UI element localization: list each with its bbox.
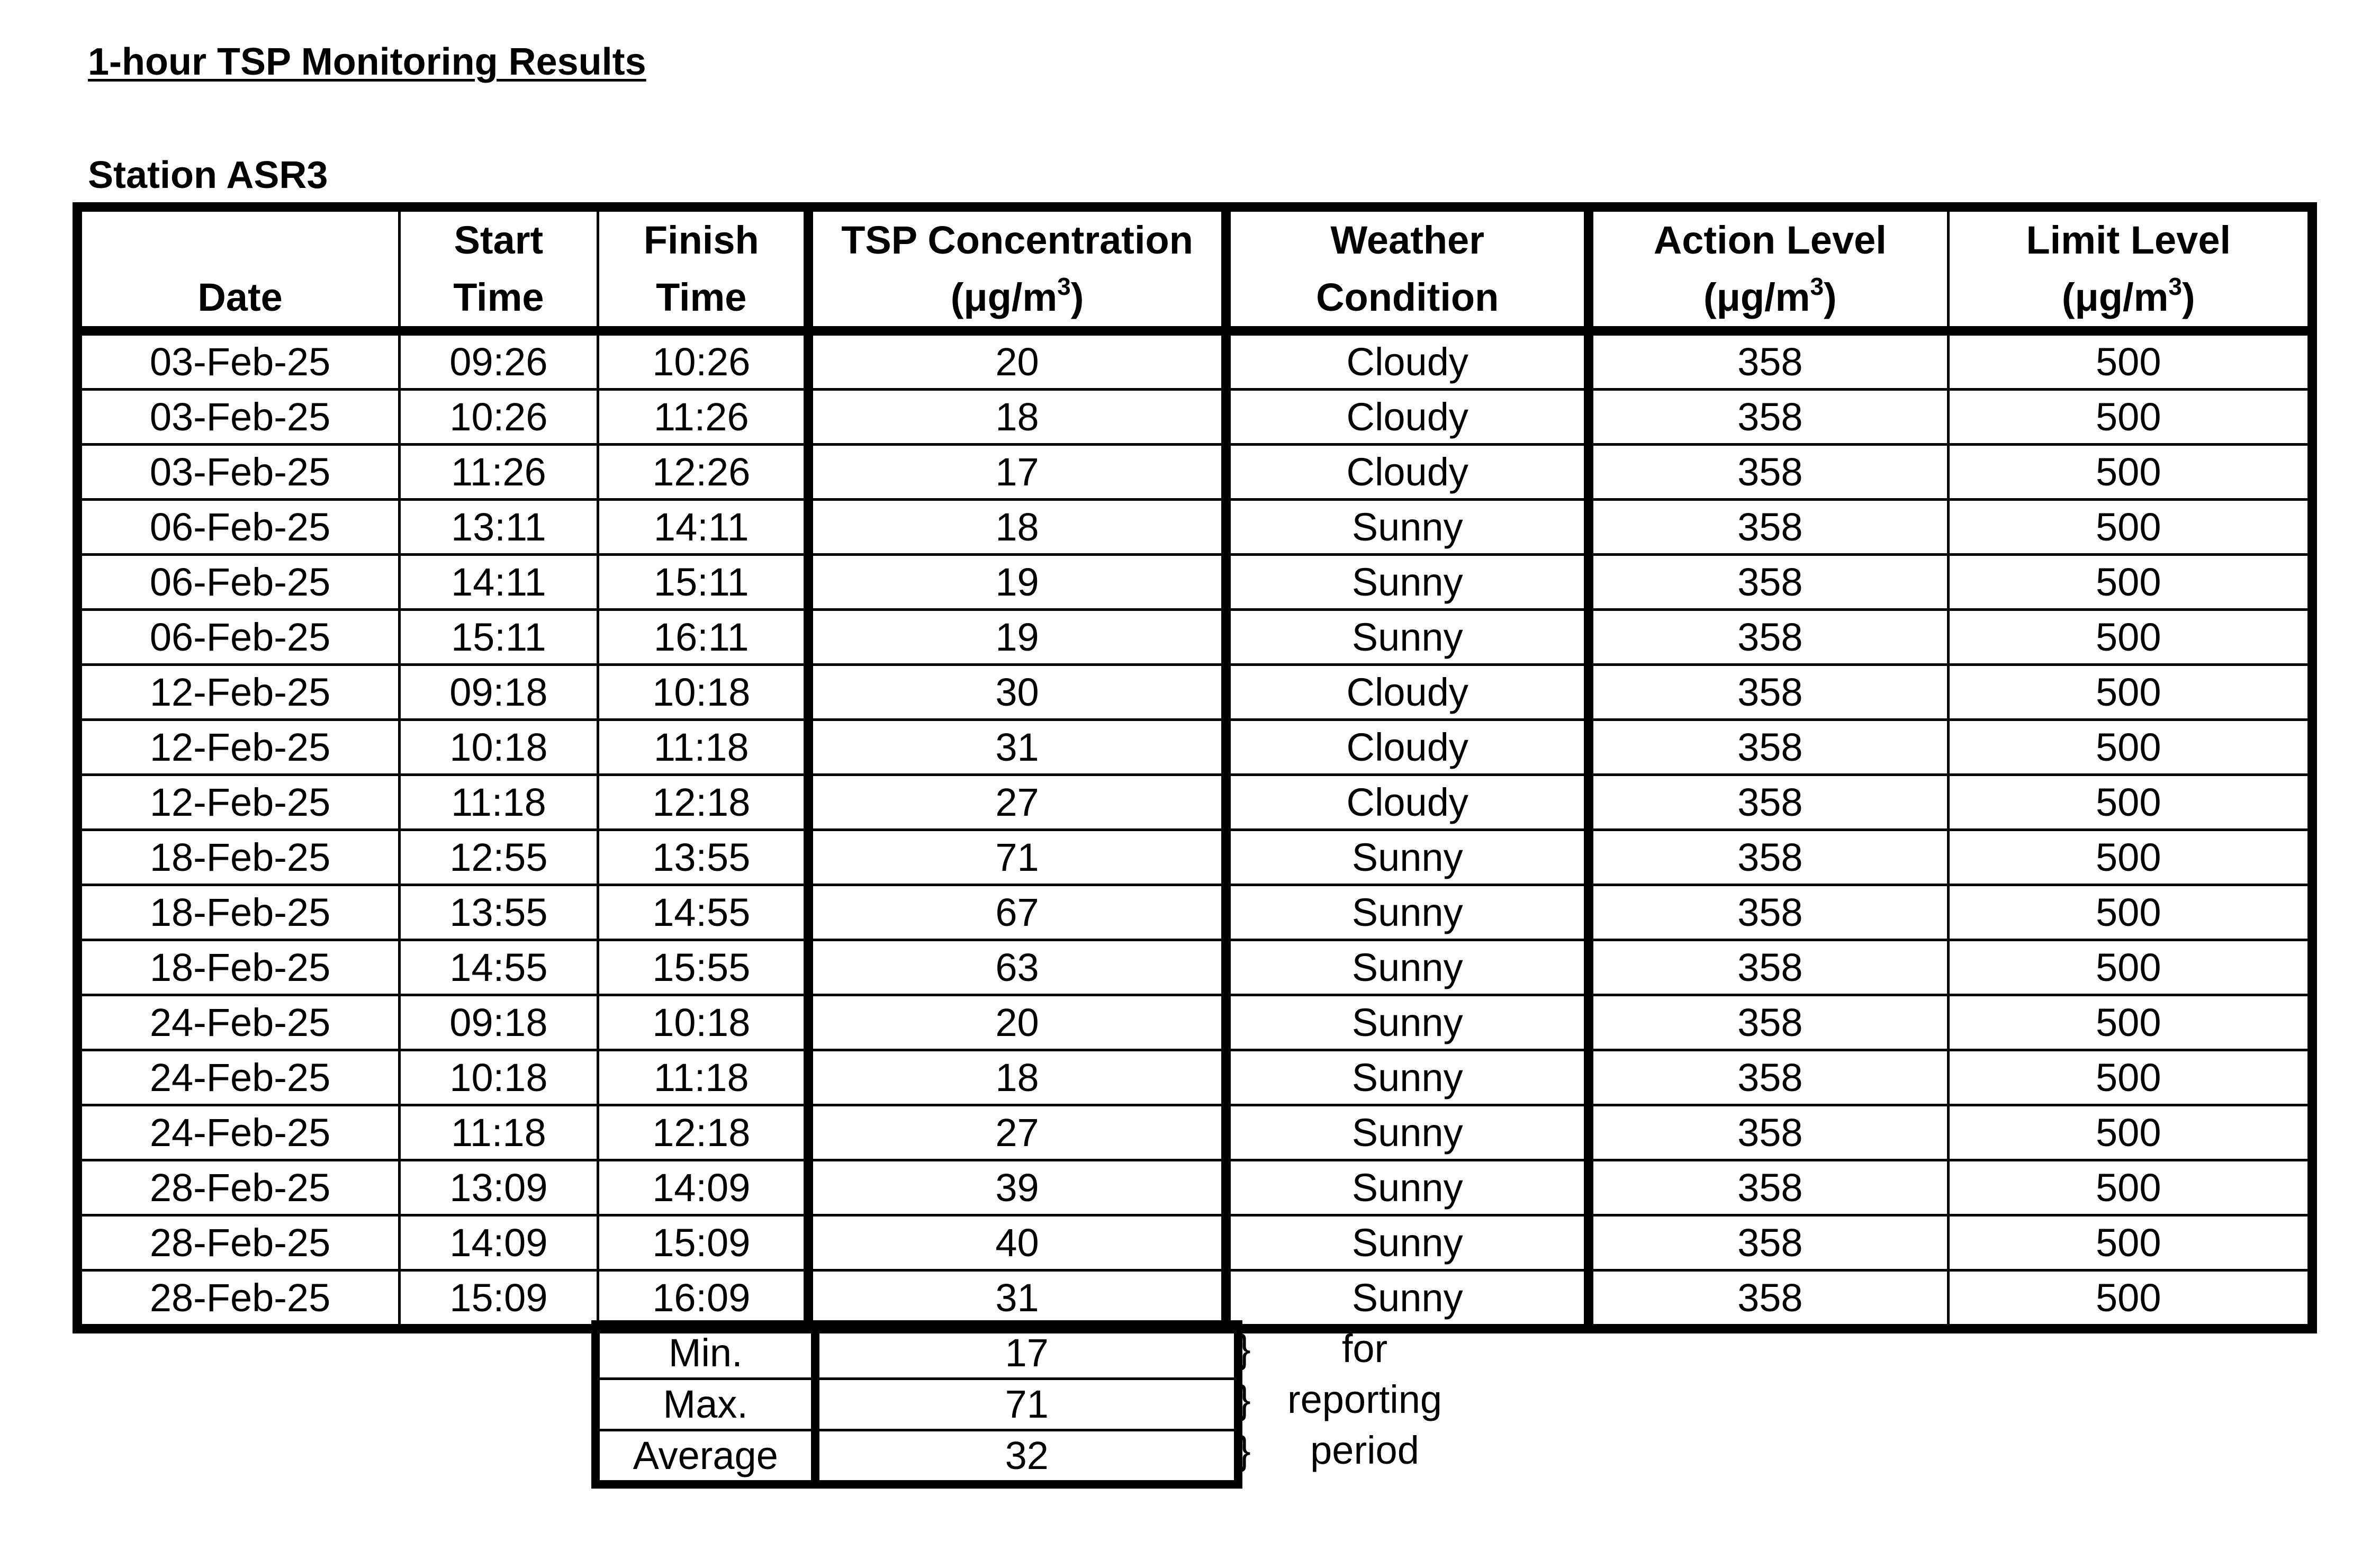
cell-date: 18-Feb-25 — [77, 830, 400, 885]
cell-tsp-concentration: 67 — [808, 885, 1226, 940]
cell-weather-condition: Cloudy — [1226, 720, 1589, 775]
cell-finish-time: 15:09 — [598, 1215, 808, 1270]
header-start-line1: Start — [454, 218, 544, 262]
cell-finish-time: 11:18 — [598, 720, 808, 775]
cell-date: 12-Feb-25 — [77, 775, 400, 830]
header-weather-line1: Weather — [1330, 218, 1484, 262]
table-row — [77, 390, 2312, 445]
cell-action-level: 358 — [1589, 500, 1948, 555]
cell-tsp-concentration: 63 — [808, 940, 1226, 995]
cell-action-level: 358 — [1589, 885, 1948, 940]
unit-superscript: 3 — [1057, 273, 1071, 300]
cell-tsp-concentration: 18 — [808, 1050, 1226, 1105]
summary-label-min: Min. — [596, 1324, 815, 1379]
cell-start-time: 14:11 — [400, 555, 598, 610]
cell-limit-level: 500 — [1948, 331, 2312, 390]
header-date-label: Date — [197, 275, 283, 319]
summary-table — [591, 1320, 1242, 1489]
cell-limit-level: 500 — [1948, 390, 2312, 445]
cell-date: 03-Feb-25 — [77, 445, 400, 500]
cell-weather-condition: Sunny — [1226, 940, 1589, 995]
header-action-unit: (μg/m — [1703, 275, 1810, 319]
header-action-level — [1589, 207, 1948, 331]
header-finish-line1: Finish — [643, 218, 759, 262]
cell-action-level: 358 — [1589, 665, 1948, 720]
cell-finish-time: 11:26 — [598, 390, 808, 445]
cell-action-level: 358 — [1589, 555, 1948, 610]
note-line-1 — [1238, 1323, 1460, 1374]
cell-tsp-concentration: 27 — [808, 775, 1226, 830]
summary-row-max — [596, 1379, 1238, 1430]
cell-start-time: 12:55 — [400, 830, 598, 885]
cell-tsp-concentration: 31 — [808, 720, 1226, 775]
header-action-line1: Action Level — [1653, 218, 1887, 262]
header-start-time — [400, 207, 598, 331]
cell-finish-time: 15:11 — [598, 555, 808, 610]
cell-limit-level: 500 — [1948, 610, 2312, 665]
cell-tsp-concentration: 40 — [808, 1215, 1226, 1270]
cell-tsp-concentration: 31 — [808, 1270, 1226, 1329]
cell-limit-level: 500 — [1948, 1160, 2312, 1215]
cell-weather-condition: Sunny — [1226, 1105, 1589, 1160]
cell-finish-time: 10:18 — [598, 995, 808, 1050]
cell-date: 06-Feb-25 — [77, 500, 400, 555]
tsp-results-table — [73, 202, 2317, 1333]
note-line-3 — [1238, 1425, 1460, 1476]
cell-date: 28-Feb-25 — [77, 1160, 400, 1215]
cell-weather-condition: Cloudy — [1226, 390, 1589, 445]
cell-limit-level: 500 — [1948, 775, 2312, 830]
table-body — [77, 331, 2312, 1329]
cell-finish-time: 10:18 — [598, 665, 808, 720]
cell-tsp-concentration: 19 — [808, 555, 1226, 610]
cell-limit-level: 500 — [1948, 995, 2312, 1050]
cell-date: 18-Feb-25 — [77, 940, 400, 995]
cell-action-level: 358 — [1589, 775, 1948, 830]
cell-weather-condition: Cloudy — [1226, 665, 1589, 720]
cell-finish-time: 13:55 — [598, 830, 808, 885]
cell-limit-level: 500 — [1948, 940, 2312, 995]
cell-start-time: 10:18 — [400, 1050, 598, 1105]
cell-start-time: 10:18 — [400, 720, 598, 775]
header-start-line2: Time — [453, 275, 544, 319]
table-row — [77, 995, 2312, 1050]
cell-date: 28-Feb-25 — [77, 1270, 400, 1329]
cell-finish-time: 11:18 — [598, 1050, 808, 1105]
table-row — [77, 331, 2312, 390]
cell-limit-level: 500 — [1948, 885, 2312, 940]
cell-limit-level: 500 — [1948, 1105, 2312, 1160]
table-row — [77, 720, 2312, 775]
table-row — [77, 610, 2312, 665]
cell-weather-condition: Sunny — [1226, 1160, 1589, 1215]
cell-action-level: 358 — [1589, 940, 1948, 995]
cell-date: 12-Feb-25 — [77, 665, 400, 720]
cell-date: 06-Feb-25 — [77, 610, 400, 665]
cell-action-level: 358 — [1589, 331, 1948, 390]
brace-1: } — [1238, 1327, 1251, 1371]
cell-date: 12-Feb-25 — [77, 720, 400, 775]
cell-weather-condition: Cloudy — [1226, 445, 1589, 500]
page-title: 1-hour TSP Monitoring Results — [88, 41, 646, 83]
cell-limit-level: 500 — [1948, 555, 2312, 610]
cell-weather-condition: Sunny — [1226, 1050, 1589, 1105]
cell-action-level: 358 — [1589, 445, 1948, 500]
cell-limit-level: 500 — [1948, 1270, 2312, 1329]
cell-date: 24-Feb-25 — [77, 995, 400, 1050]
cell-weather-condition: Sunny — [1226, 555, 1589, 610]
summary-value-max: 71 — [815, 1379, 1238, 1430]
cell-start-time: 11:18 — [400, 775, 598, 830]
cell-tsp-concentration: 18 — [808, 390, 1226, 445]
cell-finish-time: 15:55 — [598, 940, 808, 995]
table-header-row — [77, 207, 2312, 331]
cell-action-level: 358 — [1589, 610, 1948, 665]
table-row — [77, 830, 2312, 885]
header-weather-line2: Condition — [1316, 275, 1499, 319]
cell-weather-condition: Sunny — [1226, 830, 1589, 885]
cell-weather-condition: Sunny — [1226, 610, 1589, 665]
cell-tsp-concentration: 30 — [808, 665, 1226, 720]
cell-finish-time: 16:09 — [598, 1270, 808, 1329]
header-limit-unit: (μg/m — [2061, 275, 2169, 319]
cell-date: 03-Feb-25 — [77, 331, 400, 390]
cell-weather-condition: Cloudy — [1226, 775, 1589, 830]
cell-action-level: 358 — [1589, 390, 1948, 445]
cell-tsp-concentration: 17 — [808, 445, 1226, 500]
cell-start-time: 14:09 — [400, 1215, 598, 1270]
cell-weather-condition: Sunny — [1226, 1215, 1589, 1270]
cell-action-level: 358 — [1589, 830, 1948, 885]
cell-date: 18-Feb-25 — [77, 885, 400, 940]
summary-value-average: 32 — [815, 1430, 1238, 1485]
table-row — [77, 555, 2312, 610]
reporting-period-note — [1238, 1323, 1460, 1476]
unit-close-paren: ) — [2181, 275, 2195, 319]
cell-tsp-concentration: 27 — [808, 1105, 1226, 1160]
table-row — [77, 885, 2312, 940]
cell-action-level: 358 — [1589, 720, 1948, 775]
cell-weather-condition: Sunny — [1226, 885, 1589, 940]
cell-tsp-concentration: 18 — [808, 500, 1226, 555]
cell-date: 06-Feb-25 — [77, 555, 400, 610]
cell-start-time: 13:55 — [400, 885, 598, 940]
cell-start-time: 09:18 — [400, 995, 598, 1050]
unit-superscript: 3 — [2168, 273, 2182, 300]
cell-weather-condition: Sunny — [1226, 500, 1589, 555]
summary-label-average: Average — [596, 1430, 815, 1485]
cell-action-level: 358 — [1589, 1215, 1948, 1270]
cell-finish-time: 14:55 — [598, 885, 808, 940]
note-word-reporting: reporting — [1287, 1377, 1443, 1421]
cell-start-time: 15:09 — [400, 1270, 598, 1329]
cell-start-time: 09:18 — [400, 665, 598, 720]
cell-limit-level: 500 — [1948, 445, 2312, 500]
cell-finish-time: 12:18 — [598, 775, 808, 830]
header-tsp-line1: TSP Concentration — [841, 218, 1193, 262]
table-row — [77, 1160, 2312, 1215]
header-limit-line1: Limit Level — [2026, 218, 2231, 262]
cell-finish-time: 14:09 — [598, 1160, 808, 1215]
cell-date: 28-Feb-25 — [77, 1215, 400, 1270]
cell-action-level: 358 — [1589, 1270, 1948, 1329]
header-finish-line2: Time — [656, 275, 747, 319]
header-tsp-unit: (μg/m — [950, 275, 1058, 319]
cell-start-time: 11:18 — [400, 1105, 598, 1160]
cell-action-level: 358 — [1589, 1160, 1948, 1215]
cell-finish-time: 16:11 — [598, 610, 808, 665]
table-row — [77, 940, 2312, 995]
cell-date: 03-Feb-25 — [77, 390, 400, 445]
cell-limit-level: 500 — [1948, 665, 2312, 720]
table-row — [77, 1215, 2312, 1270]
unit-close-paren: ) — [1824, 275, 1837, 319]
table-row — [77, 665, 2312, 720]
cell-tsp-concentration: 71 — [808, 830, 1226, 885]
cell-date: 24-Feb-25 — [77, 1050, 400, 1105]
table-row — [77, 1050, 2312, 1105]
note-word-period: period — [1310, 1428, 1419, 1472]
cell-limit-level: 500 — [1948, 500, 2312, 555]
cell-tsp-concentration: 20 — [808, 331, 1226, 390]
cell-finish-time: 14:11 — [598, 500, 808, 555]
cell-limit-level: 500 — [1948, 1050, 2312, 1105]
cell-finish-time: 12:18 — [598, 1105, 808, 1160]
header-weather-condition — [1226, 207, 1589, 331]
table-row — [77, 500, 2312, 555]
cell-date: 24-Feb-25 — [77, 1105, 400, 1160]
cell-start-time: 13:09 — [400, 1160, 598, 1215]
cell-start-time: 15:11 — [400, 610, 598, 665]
cell-start-time: 14:55 — [400, 940, 598, 995]
table-row — [77, 1105, 2312, 1160]
cell-action-level: 358 — [1589, 1050, 1948, 1105]
header-date — [77, 207, 400, 331]
summary-row-min — [596, 1324, 1238, 1379]
summary-label-max: Max. — [596, 1379, 815, 1430]
cell-start-time: 11:26 — [400, 445, 598, 500]
cell-start-time: 13:11 — [400, 500, 598, 555]
cell-tsp-concentration: 20 — [808, 995, 1226, 1050]
cell-tsp-concentration: 39 — [808, 1160, 1226, 1215]
cell-start-time: 10:26 — [400, 390, 598, 445]
table-row — [77, 445, 2312, 500]
cell-tsp-concentration: 19 — [808, 610, 1226, 665]
cell-limit-level: 500 — [1948, 1215, 2312, 1270]
cell-action-level: 358 — [1589, 1105, 1948, 1160]
note-word-for: for — [1341, 1327, 1388, 1371]
station-title: Station ASR3 — [88, 154, 328, 196]
header-tsp-concentration — [808, 207, 1226, 331]
cell-weather-condition: Sunny — [1226, 995, 1589, 1050]
brace-3: } — [1238, 1428, 1251, 1472]
unit-superscript: 3 — [1810, 273, 1824, 300]
brace-2: } — [1238, 1377, 1251, 1421]
cell-weather-condition: Cloudy — [1226, 331, 1589, 390]
header-finish-time — [598, 207, 808, 331]
summary-value-min: 17 — [815, 1324, 1238, 1379]
cell-start-time: 09:26 — [400, 331, 598, 390]
cell-weather-condition: Sunny — [1226, 1270, 1589, 1329]
cell-finish-time: 12:26 — [598, 445, 808, 500]
summary-row-average — [596, 1430, 1238, 1485]
cell-limit-level: 500 — [1948, 830, 2312, 885]
cell-limit-level: 500 — [1948, 720, 2312, 775]
note-line-2 — [1238, 1374, 1460, 1425]
table-row — [77, 775, 2312, 830]
cell-action-level: 358 — [1589, 995, 1948, 1050]
cell-finish-time: 10:26 — [598, 331, 808, 390]
unit-close-paren: ) — [1070, 275, 1084, 319]
header-limit-level — [1948, 207, 2312, 331]
